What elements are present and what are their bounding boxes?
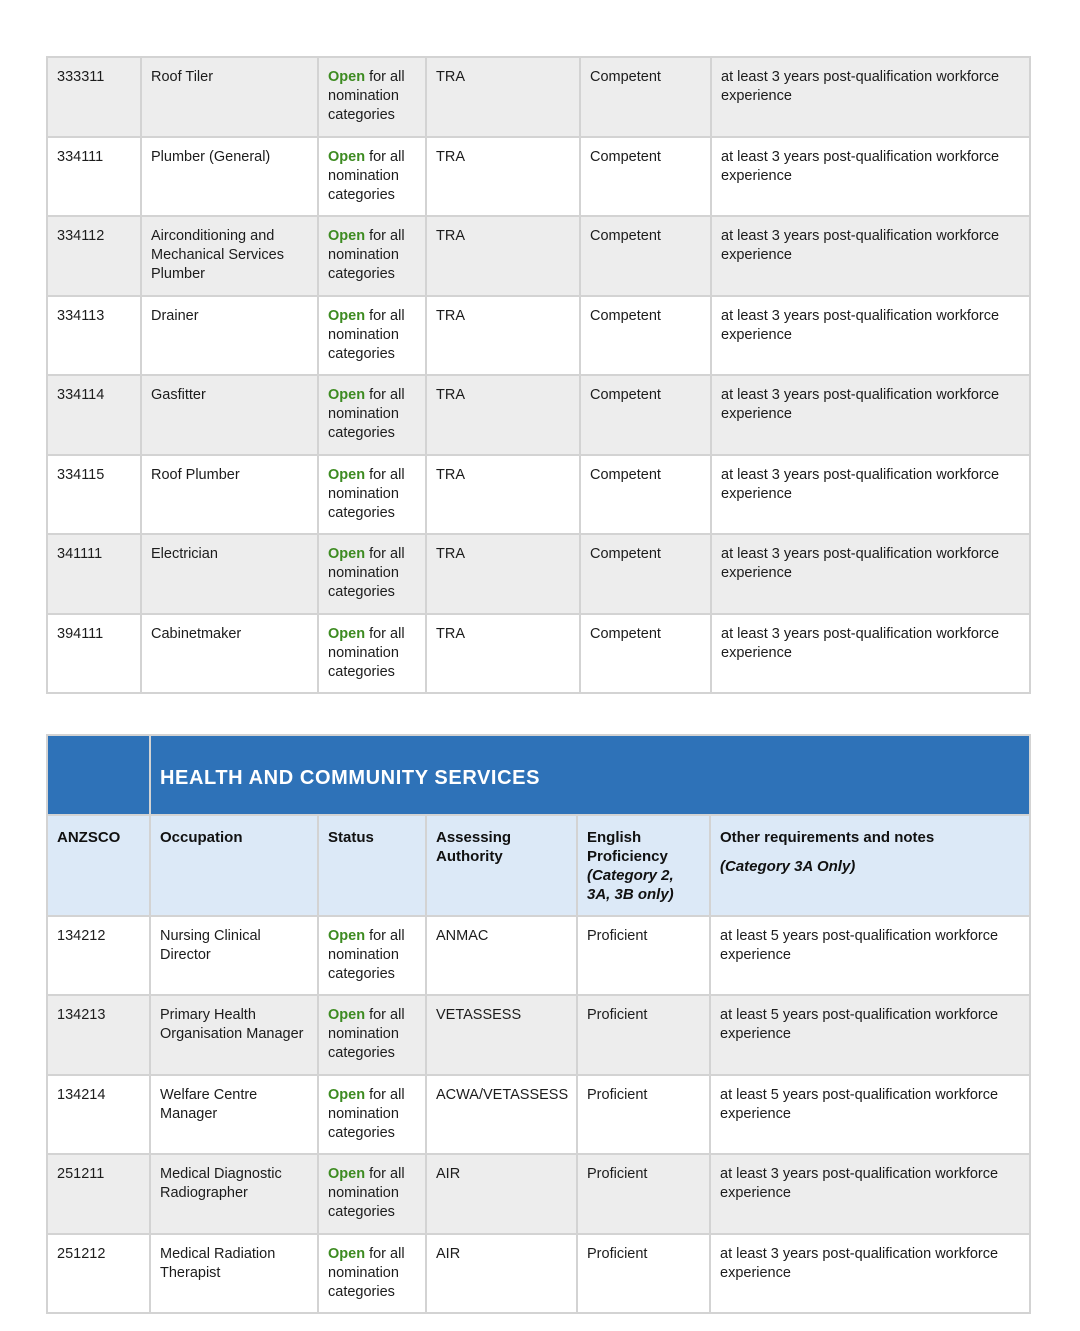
english-proficiency: Competent [580,455,711,535]
english-proficiency: Proficient [577,916,710,996]
anzsco-code: 394111 [47,614,141,694]
header-status: Status [318,815,426,916]
anzsco-code: 134214 [47,1075,150,1155]
table-row [47,916,1030,996]
header-notes-note: (Category 3A Only) [720,857,856,875]
other-requirements: at least 5 years post-qualification workforce experience [710,995,1030,1075]
section-title: HEALTH AND COMMUNITY SERVICES [160,767,541,790]
table-row [47,614,1030,694]
status-open-label: Open [328,228,366,244]
occupation-name: Cabinetmaker [141,614,318,694]
status-open-label: Open [328,1245,366,1262]
table-row [47,1075,1030,1155]
status-open-label: Open [328,69,366,85]
other-requirements: at least 3 years post-qualification workforce experience [711,216,1030,296]
assessing-authority: TRA [426,216,580,296]
occupation-name: Electrician [141,534,318,614]
table-row [47,1234,1030,1314]
assessing-authority: ACWA/VETASSESS [426,1075,577,1155]
anzsco-code: 334113 [47,296,141,376]
status-rest-label: for all nomination categories [328,1086,405,1141]
health-table-head [47,735,1030,916]
header-english-proficiency [577,815,710,916]
status-rest-label: for all nomination categories [328,228,405,282]
anzsco-code: 334115 [47,455,141,535]
table-row [47,534,1030,614]
status-rest-label: for all nomination categories [328,1166,405,1220]
status-cell [318,455,426,535]
header-assessing-authority: Assessing Authority [426,815,577,916]
occupation-name: Airconditioning and Mechanical Services Plumber [141,216,318,296]
assessing-authority: TRA [426,57,580,137]
anzsco-code: 334112 [47,216,141,296]
english-proficiency: Competent [580,375,711,455]
header-occupation: Occupation [150,815,318,916]
header-other-requirements [710,815,1030,916]
header-anzsco: ANZSCO [47,815,150,916]
status-rest-label: for all nomination categories [328,148,405,203]
english-proficiency: Competent [580,216,711,296]
status-rest-label: for all nomination categories [328,1245,405,1300]
status-cell [318,534,426,614]
english-proficiency: Competent [580,534,711,614]
table-row [47,995,1030,1075]
other-requirements: at least 3 years post-qualification workforce experience [710,1154,1030,1234]
header-notes-label: Other requirements and notes [720,828,935,846]
status-open-label: Open [328,1166,366,1182]
other-requirements: at least 3 years post-qualification workforce experience [711,614,1030,694]
anzsco-code: 251212 [47,1234,150,1314]
other-requirements: at least 3 years post-qualification workforce experience [711,375,1030,455]
status-rest-label: for all nomination categories [328,69,405,123]
assessing-authority: TRA [426,534,580,614]
assessing-authority: VETASSESS [426,995,577,1075]
occupation-name: Roof Plumber [141,455,318,535]
occupation-name: Plumber (General) [141,137,318,217]
status-rest-label: for all nomination categories [328,387,405,441]
table-row [47,455,1030,535]
status-rest-label: for all nomination categories [328,466,405,521]
table-row [47,216,1030,296]
status-rest-label: for all nomination categories [328,625,405,680]
status-cell [318,1234,426,1314]
other-requirements: at least 3 years post-qualification workforce experience [711,296,1030,376]
assessing-authority: TRA [426,375,580,455]
trades-table-body [47,57,1030,693]
status-open-label: Open [328,1086,366,1103]
anzsco-code: 333311 [47,57,141,137]
status-rest-label: for all nomination categories [328,927,405,982]
table-row [47,137,1030,217]
status-cell [318,614,426,694]
column-header-row [47,815,1030,916]
other-requirements: at least 5 years post-qualification workforce experience [710,916,1030,996]
other-requirements: at least 5 years post-qualification workforce experience [710,1075,1030,1155]
english-proficiency: Proficient [577,1075,710,1155]
occupation-name: Drainer [141,296,318,376]
status-open-label: Open [328,148,366,165]
other-requirements: at least 3 years post-qualification workforce experience [711,455,1030,535]
assessing-authority: TRA [426,137,580,217]
occupation-name: Roof Tiler [141,57,318,137]
status-cell [318,137,426,217]
status-cell [318,1075,426,1155]
health-community-table [46,734,1031,1314]
header-english-note: (Category 2, 3A, 3B only) [587,866,674,903]
english-proficiency: Proficient [577,1234,710,1314]
assessing-authority: AIR [426,1234,577,1314]
status-open-label: Open [328,546,366,562]
occupation-name: Welfare Centre Manager [150,1075,318,1155]
status-open-label: Open [328,307,366,324]
anzsco-code: 134213 [47,995,150,1075]
assessing-authority: ANMAC [426,916,577,996]
status-open-label: Open [328,466,366,483]
english-proficiency: Competent [580,57,711,137]
table-row [47,375,1030,455]
section-title-cell [150,735,1030,815]
table-row [47,57,1030,137]
other-requirements: at least 3 years post-qualification workforce experience [710,1234,1030,1314]
english-proficiency: Proficient [577,995,710,1075]
anzsco-code: 251211 [47,1154,150,1234]
status-cell [318,57,426,137]
header-english-label: English Proficiency [587,828,668,865]
occupation-name: Medical Radiation Therapist [150,1234,318,1314]
anzsco-code: 134212 [47,916,150,996]
assessing-authority: TRA [426,455,580,535]
other-requirements: at least 3 years post-qualification workforce experience [711,137,1030,217]
status-cell [318,995,426,1075]
assessing-authority: TRA [426,614,580,694]
trades-table [46,56,1031,694]
occupation-name: Primary Health Organisation Manager [150,995,318,1075]
english-proficiency: Competent [580,137,711,217]
status-open-label: Open [328,1007,366,1023]
status-open-label: Open [328,625,366,642]
section-header-spacer [47,735,150,815]
status-cell [318,375,426,455]
occupation-name: Medical Diagnostic Radiographer [150,1154,318,1234]
status-open-label: Open [328,387,366,403]
table-row [47,1154,1030,1234]
status-open-label: Open [328,927,366,944]
anzsco-code: 334111 [47,137,141,217]
occupation-name: Nursing Clinical Director [150,916,318,996]
health-table-body [47,916,1030,1314]
other-requirements: at least 3 years post-qualification workforce experience [711,57,1030,137]
status-cell [318,216,426,296]
status-cell [318,1154,426,1234]
english-proficiency: Competent [580,296,711,376]
status-rest-label: for all nomination categories [328,307,405,362]
section-header-row [47,735,1030,815]
english-proficiency: Competent [580,614,711,694]
assessing-authority: AIR [426,1154,577,1234]
status-cell [318,296,426,376]
status-cell [318,916,426,996]
assessing-authority: TRA [426,296,580,376]
table-row [47,296,1030,376]
status-rest-label: for all nomination categories [328,1007,405,1061]
status-rest-label: for all nomination categories [328,546,405,600]
other-requirements: at least 3 years post-qualification workforce experience [711,534,1030,614]
english-proficiency: Proficient [577,1154,710,1234]
anzsco-code: 341111 [47,534,141,614]
anzsco-code: 334114 [47,375,141,455]
occupation-name: Gasfitter [141,375,318,455]
